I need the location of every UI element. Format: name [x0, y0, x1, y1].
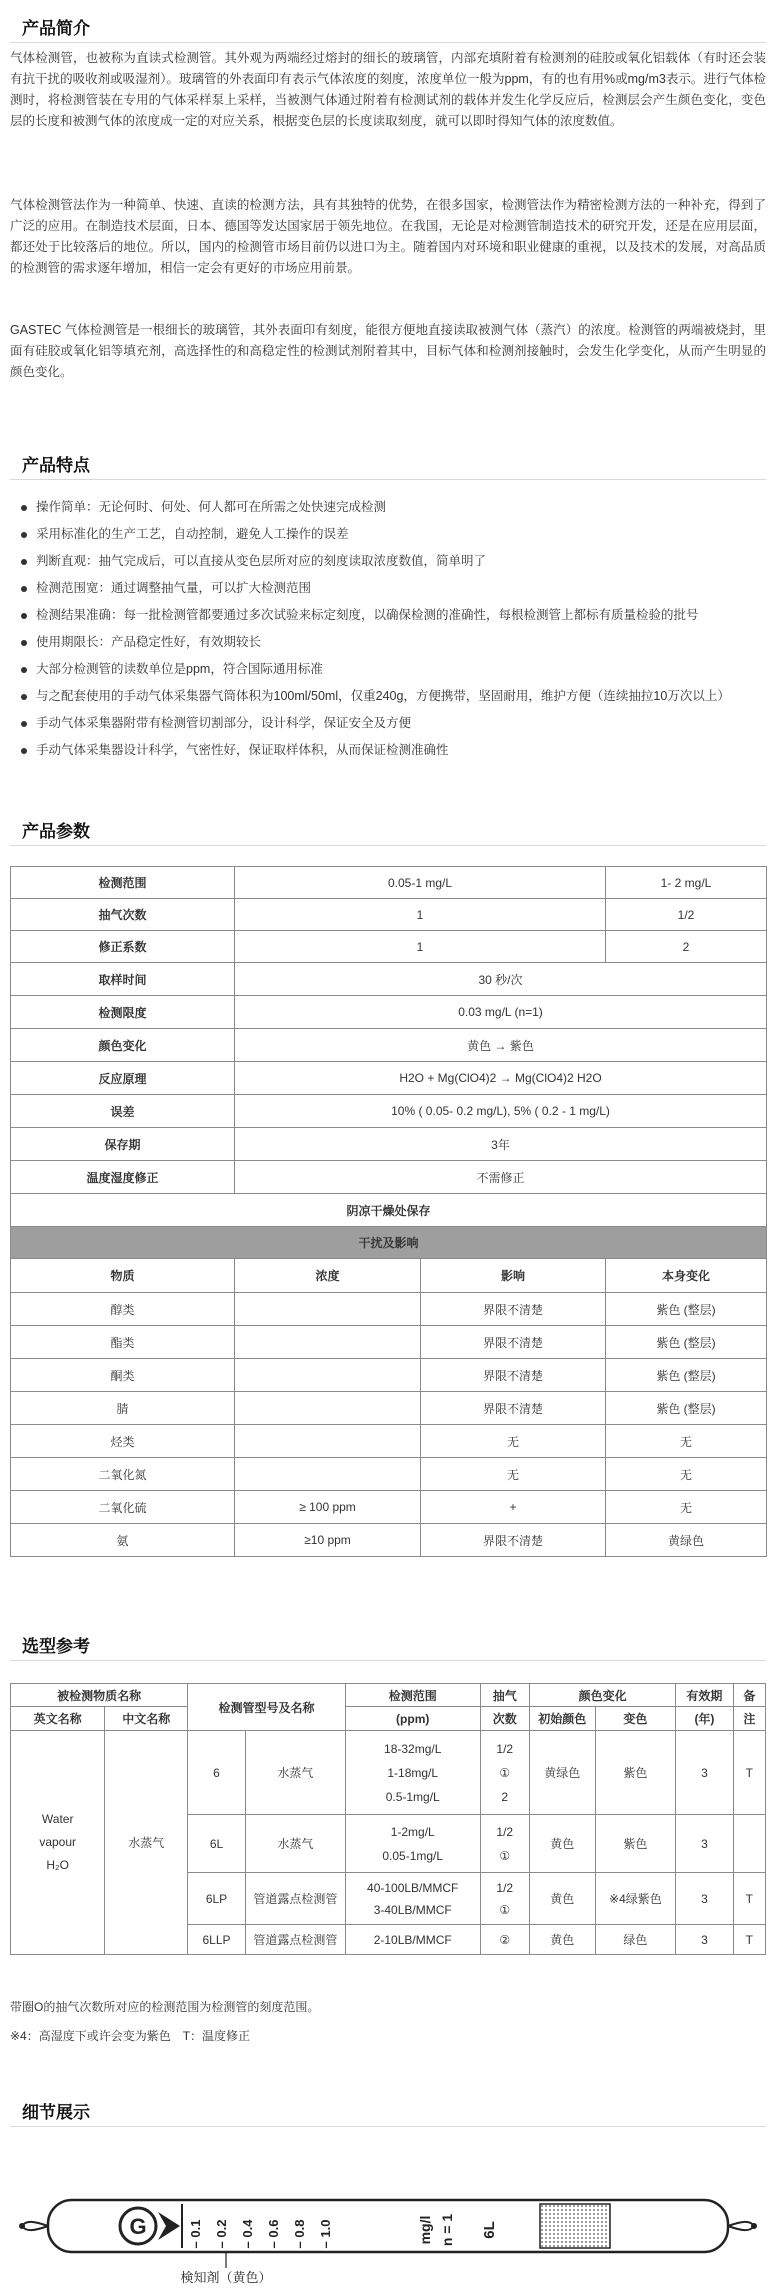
- remark: [733, 1815, 765, 1873]
- storage-note: 阴凉干燥处保存: [11, 1194, 767, 1227]
- table-row: [11, 1293, 767, 1326]
- limit-label: 检测限度: [11, 996, 235, 1029]
- range-line: 1-18mg/L: [387, 1765, 439, 1780]
- selection-section-title: [10, 1628, 766, 1661]
- features-section-title: [10, 447, 766, 480]
- table-cell: 界限不清楚: [421, 1293, 606, 1326]
- scale-label: – 0.6: [266, 2219, 281, 2249]
- pump-line: ①: [499, 1902, 511, 1917]
- intro-paragraph-2: 气体检测管法作为一种简单、快速、直读的检测方法，具有其独特的优势，在很多国家，检测管法作为精密检测方法的一种补充，得到了广泛的应用。在制造技术层面，日本、德国等发达国家居于领先地位。在我国，无论是对检测管制造技术的研究开发，还是在应用层面，都还处于比较落后的地位。所以，国内的检测管市场目前仍以进口为主。随着国内对环境和职业健康的重视，以及技术的发展，对高品质的检测管的需求逐年增加，相信一定会有更好的市场应用前景。: [10, 198, 766, 275]
- pump-cell: [480, 1731, 529, 1815]
- gas-english-name: [11, 1731, 105, 1955]
- feature-item: 手动气体采集器附带有检测管切割部分，设计科学，保证安全及方便: [18, 710, 768, 737]
- pump-line: 1/2: [496, 1880, 514, 1895]
- table-header-row: [11, 1684, 766, 1707]
- pump-cell: [480, 1815, 529, 1873]
- tube-right-tip: [728, 2222, 754, 2230]
- table-row: [11, 1029, 767, 1062]
- initial-color: 黄色: [530, 1873, 596, 1925]
- model-name: 管道露点检测管: [245, 1873, 345, 1925]
- tube-unit: mg/l: [417, 2215, 433, 2245]
- table-cell: 紫色 (整层): [606, 1359, 767, 1392]
- table-cell: 紫色 (整层): [606, 1392, 767, 1425]
- pump-line: ①: [499, 1765, 511, 1780]
- scale-label: – 1.0: [318, 2219, 333, 2249]
- table-row: [11, 1194, 767, 1227]
- corr-a: 1: [235, 931, 606, 963]
- table-cell: 无: [421, 1425, 606, 1458]
- color-val: 黄色 → 紫色: [235, 1029, 767, 1062]
- table-cell: [235, 1392, 421, 1425]
- tube-packing: [540, 2204, 610, 2248]
- table-cell: [235, 1326, 421, 1359]
- table-cell: [235, 1359, 421, 1392]
- table-cell: 无: [606, 1425, 767, 1458]
- interference-title: 干扰及影响: [11, 1227, 767, 1259]
- feature-item: 检测结果准确：每一批检测管都要通过多次试验来标定刻度，以确保检测的准确性，每根检测管上都标有质量检验的批号: [18, 602, 768, 629]
- selection-table: [10, 1683, 766, 1955]
- time-label: 取样时间: [11, 963, 235, 996]
- params-title: 产品参数: [22, 822, 90, 841]
- range-line: 0.5-1mg/L: [385, 1789, 440, 1804]
- shelf-label: 保存期: [11, 1128, 235, 1161]
- col-header: 英文名称: [11, 1707, 105, 1731]
- col-header: 物质: [11, 1259, 235, 1293]
- scale-label: – 0.4: [240, 2219, 255, 2249]
- table-row: [11, 1392, 767, 1425]
- table-cell: 醇类: [11, 1293, 235, 1326]
- table-cell: 酯类: [11, 1326, 235, 1359]
- error-label: 误差: [11, 1095, 235, 1128]
- table-cell: 紫色 (整层): [606, 1293, 767, 1326]
- initial-color: 黄绿色: [530, 1731, 596, 1815]
- table-row: [11, 931, 767, 963]
- table-cell: 无: [606, 1491, 767, 1524]
- pump-line: ①: [499, 1848, 511, 1863]
- changed-color: 绿色: [595, 1925, 676, 1955]
- table-row: [11, 963, 767, 996]
- table-row: [11, 1326, 767, 1359]
- tube-left-end: [19, 2223, 25, 2229]
- range-line: 0.05-1mg/L: [382, 1848, 444, 1863]
- scale-label: – 0.1: [188, 2219, 203, 2249]
- model-number: 6L: [188, 1815, 246, 1873]
- intro-paragraph-1: 气体检测管，也被称为直读式检测管。其外观为两端经过熔封的细长的玻璃管，内部充填附着有检测剂的硅胶或氧化铝载体（有时还会装有抗干扰的吸收剂或吸湿剂）。玻璃管的外表面印有表示气体浓度的刻度，浓度单位一般为ppm，有的也有用%或mg/m3表示。进行气体检测时，将检测管装在专用的气体采样泵上采样，当被测气体通过附着有检测试剂的载体并发生化学反应后，检测层会产生颜色变化，变色层的长度和被测气体的浓度成一定的对应关系，根据变色层的长度读取刻度，就可以即时得知气体的浓度数值。: [10, 51, 766, 128]
- col-header: 备: [733, 1684, 765, 1707]
- col-header: 影响: [421, 1259, 606, 1293]
- initial-color: 黄色: [530, 1925, 596, 1955]
- strokes-label: 抽气次数: [11, 899, 235, 931]
- pump-cell: [480, 1873, 529, 1925]
- col-header: (ppm): [345, 1707, 480, 1731]
- changed-color: ※4绿紫色: [595, 1873, 676, 1925]
- strokes-a: 1: [235, 899, 606, 931]
- table-row: [11, 1524, 767, 1557]
- range-cell: [345, 1815, 480, 1873]
- table-cell: [235, 1458, 421, 1491]
- tube-left-tip: [22, 2222, 48, 2230]
- table-cell: 黄绿色: [606, 1524, 767, 1557]
- tube-right-end: [751, 2223, 757, 2229]
- limit-val: 0.03 mg/L (n=1): [235, 996, 767, 1029]
- range-a: 0.05-1 mg/L: [235, 867, 606, 899]
- range-line: 1-2mg/L: [390, 1824, 435, 1839]
- color-label: 颜色变化: [11, 1029, 235, 1062]
- detector-tube-illustration: [0, 2160, 776, 2288]
- corr-b: 2: [606, 931, 767, 963]
- table-row: [11, 1161, 767, 1194]
- table-row: [11, 1491, 767, 1524]
- gas-chinese-name: 水蒸气: [105, 1731, 188, 1955]
- gas-en-line: vapour: [39, 1835, 77, 1849]
- table-cell: 无: [606, 1458, 767, 1491]
- remark: T: [733, 1925, 765, 1955]
- table-cell: 界限不清楚: [421, 1326, 606, 1359]
- table-row: [11, 1458, 767, 1491]
- model-number: 6LP: [188, 1873, 246, 1925]
- reaction-val: H2O + Mg(ClO4)2 → Mg(ClO4)2 H2O: [235, 1062, 767, 1095]
- feature-item: 与之配套使用的手动气体采集器气筒体积为100ml/50ml，仅重240g，方便携带，坚固耐用，维护方便（连续抽拉10万次以上）: [18, 683, 768, 710]
- col-header: 浓度: [235, 1259, 421, 1293]
- col-header: 次数: [480, 1707, 529, 1731]
- table-header-row: [11, 1259, 767, 1293]
- table-cell: 紫色 (整层): [606, 1326, 767, 1359]
- col-header: (年): [676, 1707, 734, 1731]
- intro-section-title: [10, 10, 766, 43]
- table-cell: 腈: [11, 1392, 235, 1425]
- detail-section-title: [10, 2094, 766, 2127]
- params-table: [10, 866, 767, 1557]
- params-section-title: [10, 813, 766, 846]
- reagent-caption: 検知剤（黄色）: [180, 2271, 272, 2286]
- col-header: 颜色变化: [530, 1684, 676, 1707]
- shelf-life: 3: [676, 1731, 734, 1815]
- feature-item: 检测范围宽：通过调整抽气量，可以扩大检测范围: [18, 575, 768, 602]
- range-line: 3-40LB/MMCF: [373, 1902, 452, 1917]
- selection-note-2: ※4：高湿度下或许会变为紫色 T：温度修正: [10, 2029, 251, 2043]
- col-header: 本身变化: [606, 1259, 767, 1293]
- intro-title: 产品简介: [22, 19, 90, 38]
- range-label: 检测范围: [11, 867, 235, 899]
- col-header: 抽气: [480, 1684, 529, 1707]
- table-cell: [235, 1293, 421, 1326]
- corr-label: 修正系数: [11, 931, 235, 963]
- model-name: 管道露点检测管: [245, 1925, 345, 1955]
- table-cell: 氨: [11, 1524, 235, 1557]
- col-header: 有效期: [676, 1684, 734, 1707]
- table-cell: +: [421, 1491, 606, 1524]
- range-line: 18-32mg/L: [384, 1741, 442, 1756]
- table-row: [11, 1227, 767, 1259]
- error-val: 10% ( 0.05- 0.2 mg/L), 5% ( 0.2 - 1 mg/L): [235, 1095, 767, 1128]
- feature-item: 采用标准化的生产工艺，自动控制，避免人工操作的误差: [18, 521, 768, 548]
- range-cell: 2-10LB/MMCF: [345, 1925, 480, 1955]
- table-cell: [235, 1425, 421, 1458]
- table-cell: ≥ 100 ppm: [235, 1491, 421, 1524]
- logo-letter: G: [129, 2214, 147, 2239]
- table-cell: 烃类: [11, 1425, 235, 1458]
- shelf-life: 3: [676, 1925, 734, 1955]
- table-cell: ≥10 ppm: [235, 1524, 421, 1557]
- table-header-row: [11, 1707, 766, 1731]
- model-name: 水蒸气: [245, 1815, 345, 1873]
- temp-val: 不需修正: [235, 1161, 767, 1194]
- table-cell: 界限不清楚: [421, 1359, 606, 1392]
- shelf-life: 3: [676, 1873, 734, 1925]
- table-cell: 界限不清楚: [421, 1524, 606, 1557]
- col-header: 初始颜色: [530, 1707, 596, 1731]
- initial-color: 黄色: [530, 1815, 596, 1873]
- feature-item: 大部分检测管的读数单位是ppm，符合国际通用标准: [18, 656, 768, 683]
- col-header: 检测范围: [345, 1684, 480, 1707]
- range-cell: [345, 1731, 480, 1815]
- pump-line: 1/2: [496, 1824, 514, 1839]
- table-row: [11, 1425, 767, 1458]
- feature-item: 操作简单：无论何时、何处、何人都可在所需之处快速完成检测: [18, 494, 768, 521]
- range-cell: [345, 1873, 480, 1925]
- col-header: 检测管型号及名称: [188, 1684, 346, 1731]
- scale-label: – 0.2: [214, 2219, 229, 2249]
- col-header: 变色: [595, 1707, 676, 1731]
- feature-item: 手动气体采集器设计科学，气密性好，保证取样体积，从而保证检测准确性: [18, 737, 768, 764]
- tube-model: 6L: [481, 2221, 498, 2239]
- remark: T: [733, 1873, 765, 1925]
- strokes-b: 1/2: [606, 899, 767, 931]
- gas-en-line: H₂O: [46, 1858, 70, 1872]
- selection-note-1: 带圈O的抽气次数所对应的检测范围为检测管的刻度范围。: [10, 2000, 320, 2014]
- time-val: 30 秒/次: [235, 963, 767, 996]
- table-cell: 界限不清楚: [421, 1392, 606, 1425]
- range-b: 1- 2 mg/L: [606, 867, 767, 899]
- table-row: [11, 996, 767, 1029]
- features-list: [18, 494, 768, 764]
- pump-line: 2: [501, 1789, 509, 1804]
- table-cell: 酮类: [11, 1359, 235, 1392]
- changed-color: 紫色: [595, 1731, 676, 1815]
- col-header: 被检测物质名称: [11, 1684, 188, 1707]
- shelf-val: 3年: [235, 1128, 767, 1161]
- temp-label: 温度湿度修正: [11, 1161, 235, 1194]
- range-line: 40-100LB/MMCF: [367, 1880, 459, 1895]
- model-number: 6: [188, 1731, 246, 1815]
- shelf-life: 3: [676, 1815, 734, 1873]
- features-title: 产品特点: [22, 456, 90, 475]
- feature-item: 判断直观：抽气完成后，可以直接从变色层所对应的刻度读取浓度数值，简单明了: [18, 548, 768, 575]
- col-header: 注: [733, 1707, 765, 1731]
- gas-en-line: Water: [41, 1812, 74, 1826]
- tube-stroke-count: n = 1: [439, 2213, 455, 2247]
- detail-title: 细节展示: [22, 2103, 90, 2122]
- remark: T: [733, 1731, 765, 1815]
- table-row: [11, 867, 767, 899]
- feature-item: 使用期限长：产品稳定性好，有效期较长: [18, 629, 768, 656]
- table-cell: 二氧化氮: [11, 1458, 235, 1491]
- table-cell: 无: [421, 1458, 606, 1491]
- table-row: [11, 1731, 766, 1815]
- pump-line: 1/2: [496, 1741, 514, 1756]
- model-number: 6LLP: [188, 1925, 246, 1955]
- table-row: [11, 899, 767, 931]
- table-row: [11, 1062, 767, 1095]
- intro-paragraph-3: GASTEC 气体检测管是一根细长的玻璃管，其外表面印有刻度，能很方便地直接读取被测气体（蒸汽）的浓度。检测管的两端被烧封，里面有硅胶或氧化铝等填充剂，高选择性的和高稳定性的检测试剂附着其中，目标气体和检测剂接触时，会发生化学变化，从而产生明显的颜色变化。: [10, 323, 766, 379]
- model-name: 水蒸气: [245, 1731, 345, 1815]
- table-cell: 二氧化硫: [11, 1491, 235, 1524]
- col-header: 中文名称: [105, 1707, 188, 1731]
- pump-cell: ②: [480, 1925, 529, 1955]
- table-row: [11, 1359, 767, 1392]
- reaction-label: 反应原理: [11, 1062, 235, 1095]
- table-row: [11, 1128, 767, 1161]
- selection-title: 选型参考: [22, 1637, 90, 1656]
- changed-color: 紫色: [595, 1815, 676, 1873]
- scale-label: – 0.8: [292, 2219, 307, 2249]
- table-row: [11, 1095, 767, 1128]
